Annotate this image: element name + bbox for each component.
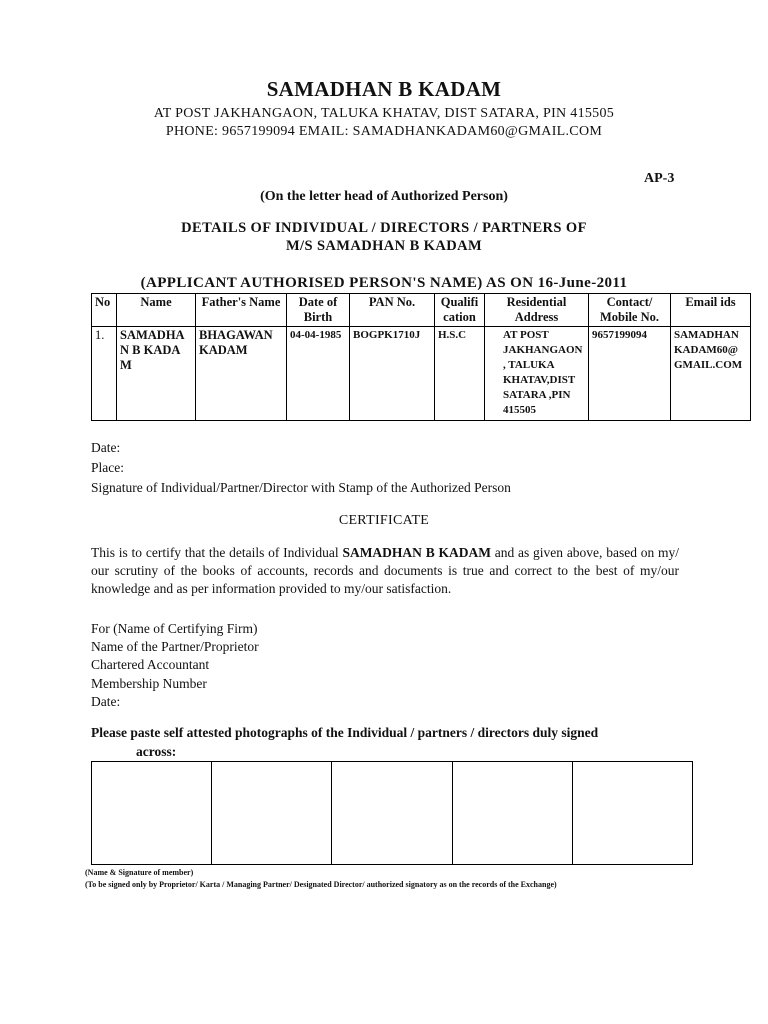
cell-dob: 04-04-1985	[287, 327, 350, 421]
details-table	[91, 293, 751, 421]
photo-instruction: Please paste self attested photographs of the Individual / partners / directors duly signed	[91, 725, 599, 740]
col-contact: Contact/ Mobile No.	[589, 294, 671, 327]
form-code: AP-3	[644, 171, 675, 186]
col-dob: Date of Birth	[287, 294, 350, 327]
col-email: Email ids	[671, 294, 751, 327]
photo-box-1[interactable]	[92, 762, 212, 864]
letterhead-name: SAMADHAN B KADAM	[266, 77, 502, 101]
cell-father: BHAGAWAN KADAM	[196, 327, 287, 421]
signature-line: Signature of Individual/Partner/Director with Stamp of the Authorized Person	[91, 480, 511, 495]
cell-no: 1.	[92, 327, 117, 421]
photo-instruction-cont: across:	[136, 744, 177, 759]
certifier-date: Date:	[91, 694, 121, 709]
footnote-member: (Name & Signature of member)	[85, 868, 194, 877]
col-no: No	[92, 294, 117, 327]
certifier-partner: Name of the Partner/Proprietor	[91, 639, 259, 654]
certificate-text	[91, 544, 679, 598]
title-line-2: M/S SAMADHAN B KADAM	[285, 238, 483, 254]
title-line-1: DETAILS OF INDIVIDUAL / DIRECTORS / PARTNERS OF	[181, 220, 587, 236]
certificate-text-start: This is to certify that the details of Individual	[91, 545, 343, 560]
cell-pan: BOGPK1710J	[350, 327, 435, 421]
certificate-highlight-name: SAMADHAN B KADAM	[342, 545, 491, 560]
cell-name: SAMADHAN B KADAM	[117, 327, 196, 421]
certificate-text-end: and as given above, based on my/ our scrutiny of the books of accounts, records and documents is true and correct to the best of my/our knowledge and as per information provided to my/our satisfaction.	[91, 545, 679, 596]
letterhead-address: AT POST JAKHANGAON, TALUKA KHATAV, DIST SATARA, PIN 415505	[153, 106, 615, 121]
place-label: Place:	[91, 460, 124, 475]
certifier-ca: Chartered Accountant	[91, 657, 210, 672]
cell-email: SAMADHAN KADAM60@ GMAIL.COM	[671, 327, 751, 421]
col-name: Name	[117, 294, 196, 327]
photo-box-3[interactable]	[332, 762, 452, 864]
cell-qualification: H.S.C	[435, 327, 485, 421]
table-header-row	[92, 294, 751, 327]
col-father: Father's Name	[196, 294, 287, 327]
photo-box-5[interactable]	[573, 762, 692, 864]
photo-box-4[interactable]	[453, 762, 573, 864]
certifier-firm: For (Name of Certifying Firm)	[91, 621, 258, 636]
certificate-heading: CERTIFICATE	[338, 513, 430, 528]
table-row	[92, 327, 751, 421]
cell-mobile: 9657199094	[589, 327, 671, 421]
date-label: Date:	[91, 440, 121, 455]
col-pan: PAN No.	[350, 294, 435, 327]
letterhead-contact: PHONE: 9657199094 EMAIL: SAMADHANKADAM60@GMAIL.COM	[165, 124, 603, 139]
applicant-line: (APPLICANT AUTHORISED PERSON'S NAME) AS ON 16-June-2011	[140, 275, 628, 291]
col-qualification: Qualification	[435, 294, 485, 327]
footnote-signatory: (To be signed only by Proprietor/ Karta / Managing Partner/ Designated Director/ authorized signatory as on the records of the Exchange)	[85, 880, 557, 889]
photo-box-2[interactable]	[212, 762, 332, 864]
photo-boxes	[91, 761, 693, 865]
letterhead-note: (On the letter head of Authorized Person)	[260, 189, 508, 204]
col-address: Residential Address	[485, 294, 589, 327]
cell-address: AT POST JAKHANGAON , TALUKA KHATAV,DIST SATARA ,PIN 415505	[485, 327, 589, 421]
certifier-membership: Membership Number	[91, 676, 207, 691]
